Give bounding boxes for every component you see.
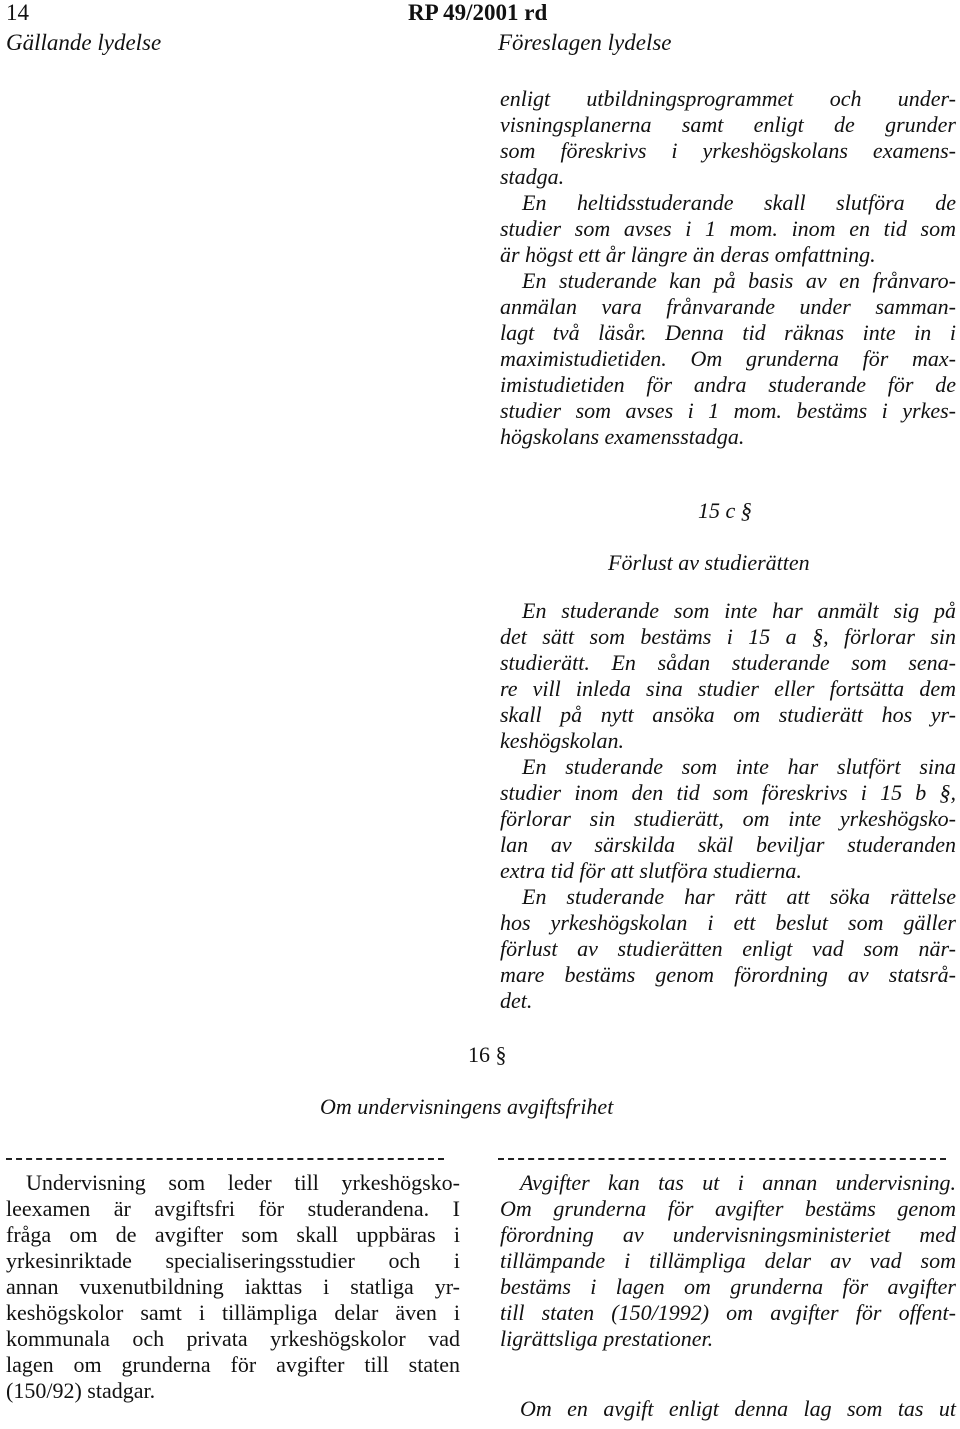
text-line: kommunala och privata yrkeshögskolor vad — [6, 1326, 460, 1351]
text-line: stadga. — [500, 164, 565, 189]
text-line: keshögskolor samt i tillämpliga delar även i — [6, 1300, 460, 1325]
text-line: mare bestäms genom förordning av statsrå- — [500, 962, 956, 987]
text-line: högskolans examensstadga. — [500, 424, 745, 449]
right-column-title: Föreslagen lydelse — [498, 30, 672, 55]
text-line: studierätt. En sådan studerande som sena- — [500, 650, 956, 675]
section-15c-body — [500, 598, 956, 1014]
text-line: leexamen är avgiftsfri för studerandena. I — [6, 1196, 460, 1221]
text-line: extra tid för att slutföra studierna. — [500, 858, 802, 883]
text-line: tillämpande i tillämpliga delar av vad som — [500, 1248, 956, 1273]
section-15c-heading: Förlust av studierätten — [608, 550, 810, 575]
right-bottom-last-line: Om en avgift enligt denna lag som tas ut — [520, 1396, 956, 1421]
section-15c-number: 15 c § — [698, 498, 752, 523]
text-line: hos yrkeshögskolan i ett beslut som gäller — [500, 910, 956, 935]
right-separator-line — [498, 1158, 946, 1160]
text-line: lagen om grunderna för avgifter till staten — [6, 1352, 460, 1377]
text-line: ligrättsliga prestationer. — [500, 1326, 714, 1351]
text-line: förordning av undervisningsministeriet med — [500, 1222, 956, 1247]
text-line: lan av särskilda skäl beviljar studeranden — [500, 832, 956, 857]
text-line: Avgifter kan tas ut i annan undervisning. — [520, 1170, 956, 1195]
text-line: förlorar sin studierätt, om inte yrkeshögsko- — [500, 806, 956, 831]
left-bottom-paragraph — [6, 1170, 460, 1404]
text-line: En studerande som inte har slutfört sina — [522, 754, 956, 779]
text-line: En studerande som inte har anmält sig på — [522, 598, 956, 623]
text-line: keshögskolan. — [500, 728, 625, 753]
text-line: yrkesinriktade specialiseringsstudier och i — [6, 1248, 460, 1273]
text-line: annan vuxenutbildning iakttas i statliga yr- — [6, 1274, 460, 1299]
text-line: maximistudietiden. Om grunderna för max- — [500, 346, 956, 371]
text-line: som föreskrivs i yrkeshögskolans examens- — [500, 138, 956, 163]
text-line: re vill inleda sina studier eller fortsätta dem — [500, 676, 956, 701]
text-line: En heltidsstuderande skall slutföra de — [522, 190, 956, 215]
text-line: anmälan vara frånvarande under samman- — [500, 294, 956, 319]
text-line: En studerande har rätt att söka rättelse — [522, 884, 956, 909]
left-column-title: Gällande lydelse — [6, 30, 162, 55]
text-line: Undervisning som leder till yrkeshögsko- — [26, 1170, 460, 1195]
document-id: RP 49/2001 rd — [408, 0, 548, 25]
text-line: fråga om de avgifter som skall uppbäras i — [6, 1222, 460, 1247]
text-line: studier som avses i 1 mom. bestäms i yrkes- — [500, 398, 956, 423]
section-16-heading: Om undervisningens avgiftsfrihet — [320, 1094, 614, 1119]
page-number: 14 — [6, 0, 29, 25]
text-line: studier inom den tid som föreskrivs i 15 b §, — [500, 780, 956, 805]
text-line: det sätt som bestäms i 15 a §, förlorar sin — [500, 624, 956, 649]
text-line: Om grunderna för avgifter bestäms genom — [500, 1196, 956, 1221]
text-line: lagt två läsår. Denna tid räknas inte in i — [500, 320, 956, 345]
section-16-number: 16 § — [468, 1042, 507, 1067]
text-line: studier som avses i 1 mom. inom en tid som — [500, 216, 956, 241]
left-separator-line — [6, 1158, 444, 1160]
text-line: till staten (150/1992) om avgifter för offent- — [500, 1300, 956, 1325]
text-line: förlust av studierätten enligt vad som när- — [500, 936, 956, 961]
right-top-paragraph — [500, 86, 956, 450]
text-line: bestäms i lagen om grunderna för avgifter — [500, 1274, 956, 1299]
text-line: (150/92) stadgar. — [6, 1378, 156, 1403]
right-bottom-paragraph — [500, 1170, 956, 1352]
text-line: imistudietiden för andra studerande för de — [500, 372, 956, 397]
text-line: skall på nytt ansöka om studierätt hos yr- — [500, 702, 956, 727]
text-line: enligt utbildningsprogrammet och under- — [500, 86, 956, 111]
text-line: det. — [500, 988, 533, 1013]
text-line: visningsplanerna samt enligt de grunder — [500, 112, 956, 137]
text-line: En studerande kan på basis av en frånvaro- — [522, 268, 956, 293]
text-line: är högst ett år längre än deras omfattning. — [500, 242, 876, 267]
